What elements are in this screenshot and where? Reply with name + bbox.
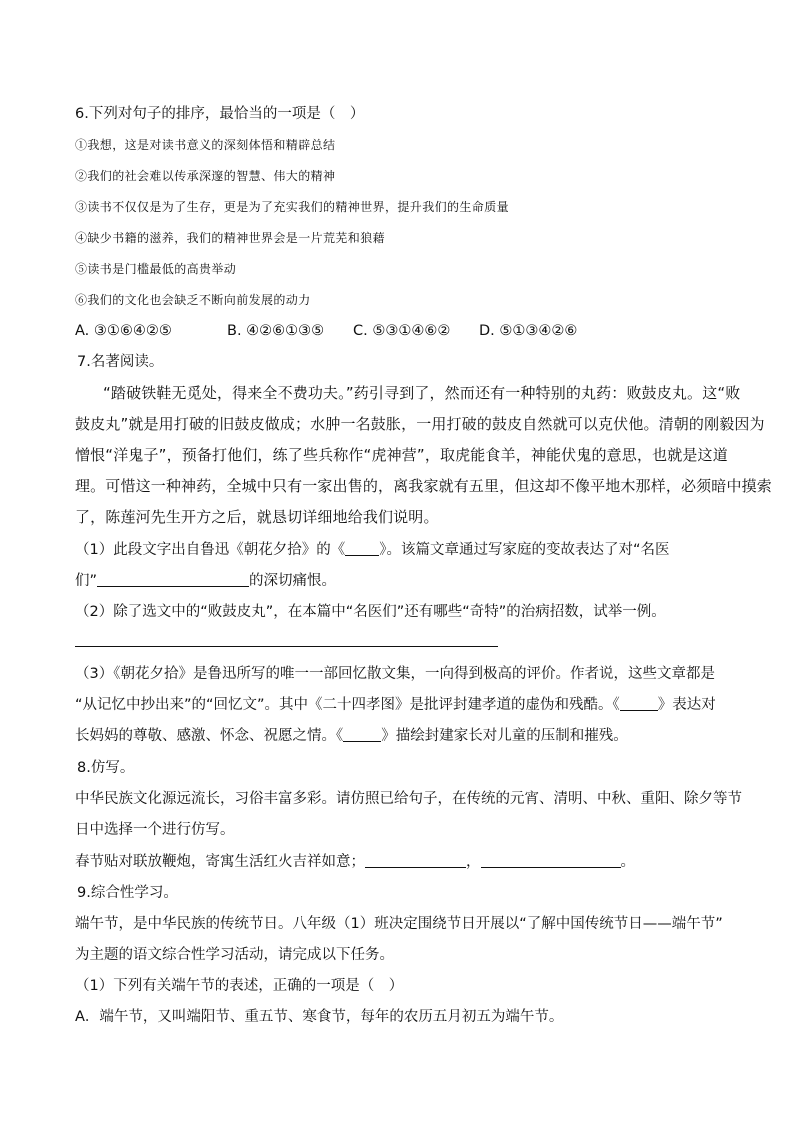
q7-sub3-text-c2: 》描绘封建家长对儿童的压制和摧残。 [381, 728, 628, 744]
q7-sub1-text-d: 的深切痛恨。 [249, 573, 337, 589]
q6-item-3: ③读书不仅仅是为了生存，更是为了充实我们的精神世界，提升我们的生命质量 [75, 200, 510, 214]
q7-sub3-line-2 [75, 695, 716, 715]
q7-passage-line-1: “踏破铁鞋无觅处，得来全不费功夫。”药引寻到了，然而还有一种特别的丸药：败鼓皮丸。这“败 [103, 384, 741, 402]
q7-sub3-text-b1: “从记忆中抄出来”的“回忆文”。其中《二十四孝图》是批评封建孝道的虚伪和残酷。《 [75, 697, 620, 713]
q7-sub1-text-b: 》。该篇文章通过写家庭的变故表达了对“名医 [379, 542, 670, 558]
q7-sub3-blank-2[interactable] [343, 740, 381, 742]
q8-blank-2[interactable] [481, 866, 621, 868]
q9-intro-line-2: 为主题的语文综合性学习活动，请完成以下任务。 [75, 947, 394, 963]
q8-title: 8.仿写。 [77, 760, 135, 776]
q6-item-4: ④缺少书籍的滋养，我们的精神世界会是一片荒芜和狼藉 [75, 231, 386, 245]
q8-period: 。 [620, 854, 635, 870]
q7-passage-line-5: 了，陈莲河先生开方之后，就恳切详细地给我们说明。 [75, 508, 439, 526]
q7-sub1-line-2 [75, 571, 336, 591]
q7-sub3-text-b2: 》表达对 [657, 697, 716, 713]
q7-sub1-text-a: （1）此段文字出自鲁迅《朝花夕拾》的《 [75, 542, 346, 558]
q7-sub2: （2）除了选文中的“败鼓皮丸”，在本篇中“名医们”还有哪些“奇特”的治病招数，试举一例。 [75, 604, 666, 620]
q9-intro-line-1: 端午节，是中华民族的传统节日。八年级（1）班决定围绕节日开展以“了解中国传统节日——端午节” [75, 916, 723, 932]
q7-title: 7.名著阅读。 [77, 354, 164, 370]
q8-comma: ， [466, 854, 481, 870]
q6-option-a[interactable]: A. ③①⑥④②⑤ [75, 323, 172, 339]
q7-sub3-text-c1: 长妈妈的尊敬、感激、怀念、祝愿之情。《 [75, 728, 344, 744]
q6-options [75, 321, 635, 341]
q7-sub2-answer-line[interactable] [75, 646, 498, 647]
q8-blank-1[interactable] [365, 866, 466, 868]
q7-passage-line-2: 鼓皮丸”就是用打破的旧鼓皮做成；水肿一名鼓胀，一用打破的鼓皮自然就可以克伏他。清朝的刚毅因为 [75, 415, 765, 433]
q7-passage-line-3: 憎恨“洋鬼子”，预备打他们，练了些兵称作“虎神营”，取虎能食羊，神能伏鬼的意思，也就是这道 [75, 446, 728, 464]
q7-sub3-line-3 [75, 726, 628, 746]
q8-instruction-line-1: 中华民族文化源远流长，习俗丰富多彩。请仿照已给句子，在传统的元宵、清明、中秋、重阳、除夕等节 [75, 791, 742, 807]
q8-instruction-line-2: 日中选择一个进行仿写。 [75, 822, 235, 838]
q6-item-6: ⑥我们的文化也会缺乏不断向前发展的动力 [75, 293, 311, 307]
q6-item-2: ②我们的社会难以传承深邃的智慧、伟大的精神 [75, 169, 336, 183]
q7-sub3-blank-1[interactable] [620, 709, 658, 711]
q6-item-5: ⑤读书是门槛最低的高贵举动 [75, 262, 237, 276]
q6-option-d[interactable]: D. ⑤①③④②⑥ [479, 323, 578, 339]
q6-stem: 6.下列对句子的排序，最恰当的一项是（ ） [75, 106, 365, 122]
q8-example: 春节贴对联放鞭炮，寄寓生活红火吉祥如意； [75, 854, 365, 870]
q6-option-c[interactable]: C. ⑤③①④⑥② [353, 323, 451, 339]
q8-example-line [75, 852, 635, 872]
q7-sub1-blank-1[interactable] [345, 554, 379, 556]
q7-sub3-line-1: （3）《朝花夕拾》是鲁迅所写的唯一一部回忆散文集，一向得到极高的评价。作者说，这些文章都是 [75, 666, 715, 682]
q9-sub1: （1）下列有关端午节的表述，正确的一项是（ ） [75, 978, 404, 994]
q7-sub1-blank-2[interactable] [97, 585, 249, 587]
q6-option-b[interactable]: B. ④②⑥①③⑤ [227, 323, 325, 339]
q9-option-a[interactable]: A．端午节，又叫端阳节、重五节、寒食节，每年的农历五月初五为端午节。 [75, 1009, 564, 1025]
q7-sub1-text-c: 们” [75, 573, 98, 589]
q7-sub1-line-1 [75, 540, 670, 560]
q9-title: 9.综合性学习。 [77, 885, 178, 901]
q7-passage-line-4: 理。可惜这一种神药，全城中只有一家出售的，离我家就有五里，但这却不像平地木那样，必须暗中摸索 [75, 477, 772, 495]
q6-item-1: ①我想，这是对读书意义的深刻体悟和精辟总结 [75, 138, 336, 152]
